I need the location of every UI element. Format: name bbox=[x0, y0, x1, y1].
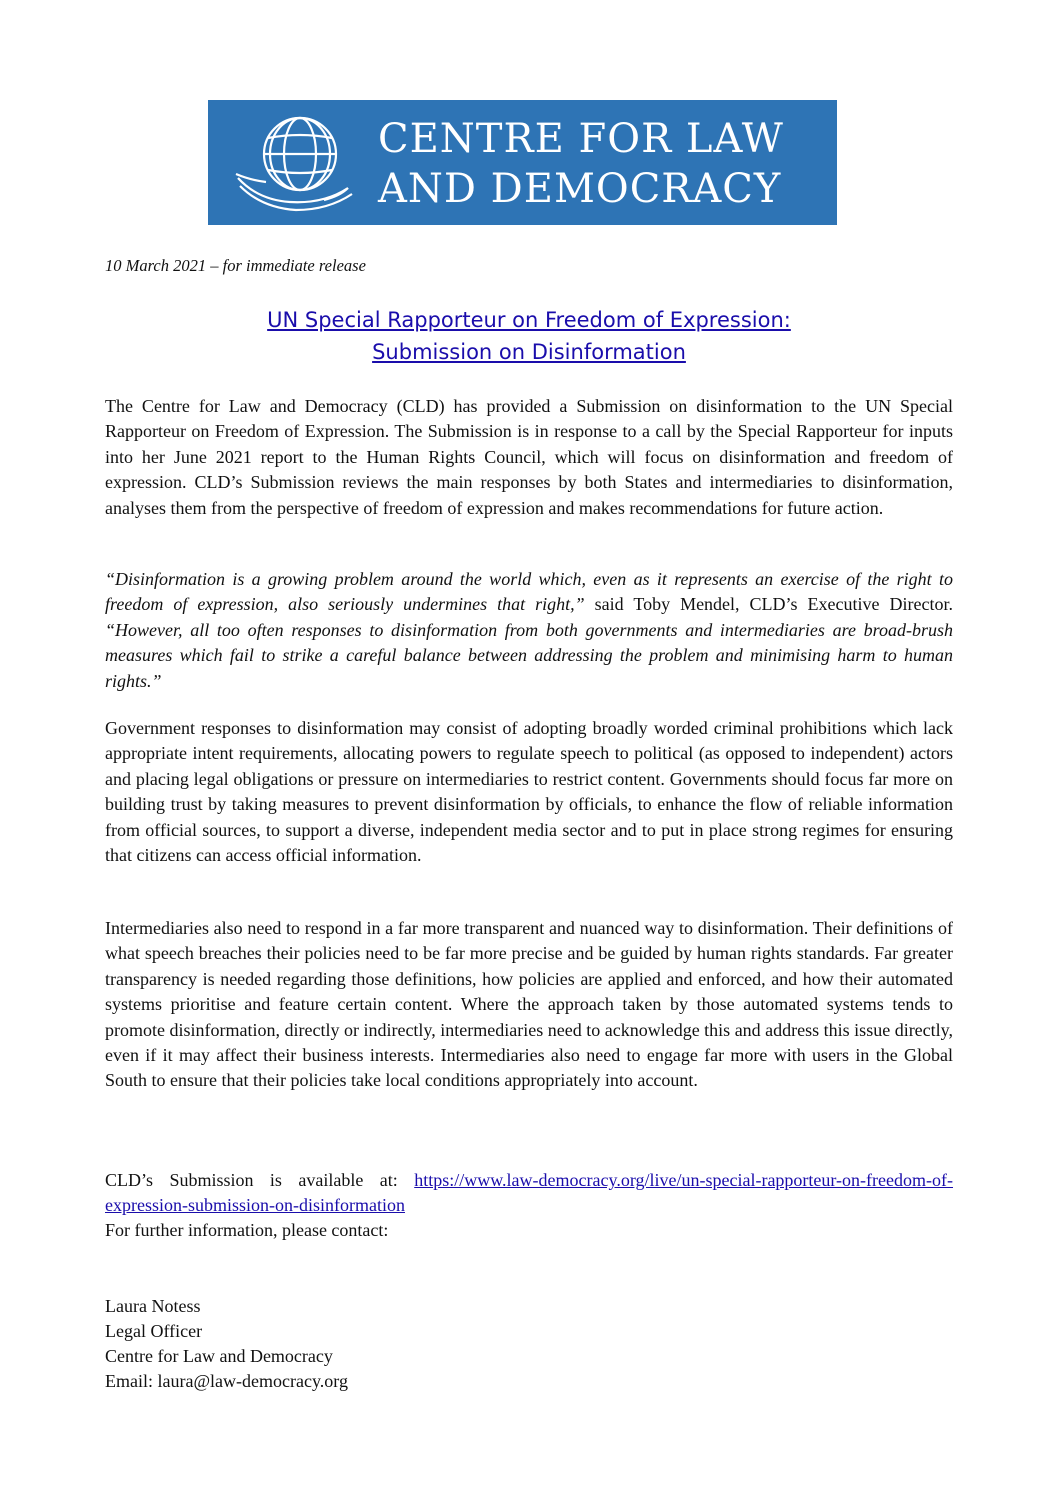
contact-role: Legal Officer bbox=[105, 1321, 203, 1341]
title-line-2[interactable]: Submission on Disinformation bbox=[372, 340, 686, 364]
logo-wordmark bbox=[378, 114, 784, 214]
quote-part-2: “However, all too often responses to disinformation from both governments and intermediaries are broad-brush measures which fail to strike a careful balance between addressing the problem and minimising harm to human rights.” bbox=[105, 619, 953, 691]
title-line-1[interactable]: UN Special Rapporteur on Freedom of Expression: bbox=[267, 308, 791, 332]
logo-line-1: CENTRE FOR LAW bbox=[378, 116, 784, 162]
paragraph-intro: The Centre for Law and Democracy (CLD) has provided a Submission on disinformation to the UN Special Rapporteur on Freedom of Expression. The Submission is in response to a call by the Special Rapporteur for inputs into her June 2021 report to the Human Rights Council, which will focus on disinformation and freedom of expression. CLD’s Submission reviews the main responses by both States and intermediaries to disinformation, analyses them from the perspective of freedom of expression and makes recommendations for future action. bbox=[105, 396, 953, 518]
contact-name: Laura Notess bbox=[105, 1296, 201, 1316]
contact-intro: For further information, please contact: bbox=[105, 1220, 389, 1240]
contact-email[interactable]: Email: laura@law-democracy.org bbox=[105, 1371, 348, 1391]
organization-logo bbox=[208, 100, 837, 225]
paragraph-availability bbox=[105, 1168, 953, 1219]
logo-line-2: AND DEMOCRACY bbox=[378, 166, 782, 212]
submission-link[interactable]: https://www.law-democracy.org/live/un-special-rapporteur-on-freedom-of-expression-submission-on-disinformation bbox=[105, 1170, 953, 1216]
quote-attribution: said Toby Mendel, CLD’s Executive Director. bbox=[584, 594, 954, 615]
contact-organization: Centre for Law and Democracy bbox=[105, 1346, 333, 1366]
quote-part-1: “Disinformation is a growing problem around the world which, even as it represents an exercise of the right to freedom of expression, also seriously undermines that right,” bbox=[105, 569, 953, 615]
availability-text: CLD’s Submission is available at: bbox=[105, 1170, 415, 1190]
paragraph-quote bbox=[105, 567, 953, 694]
paragraph-government: Government responses to disinformation may consist of adopting broadly worded criminal prohibitions which lack appropriate intent requirements, allocating powers to regulate speech to political (as opposed to independent) actors and placing legal obligations or pressure on intermediaries to restrict content. Governments should focus far more on building trust by taking measures to prevent disinformation by officials, to enhance the flow of reliable information from official sources, to support a diverse, independent media sector and to put in place strong regimes for ensuring that citizens can access official information. bbox=[105, 718, 953, 866]
release-date: 10 March 2021 – for immediate release bbox=[105, 256, 366, 275]
globe-hand-icon bbox=[228, 108, 368, 218]
paragraph-intermediaries: Intermediaries also need to respond in a far more transparent and nuanced way to disinformation. Their definitions of what speech breaches their policies need to be far more precise and be guided by human rights standards. Far greater transparency is needed regarding those definitions, how policies are applied and enforced, and how their automated systems prioritise and feature certain content. Where the approach taken by those automated systems tends to promote disinformation, directly or indirectly, intermediaries need to acknowledge this and address this issue directly, even if it may affect their business interests. Intermediaries also need to engage far more with users in the Global South to ensure that their policies take local conditions appropriately into account. bbox=[105, 918, 953, 1091]
